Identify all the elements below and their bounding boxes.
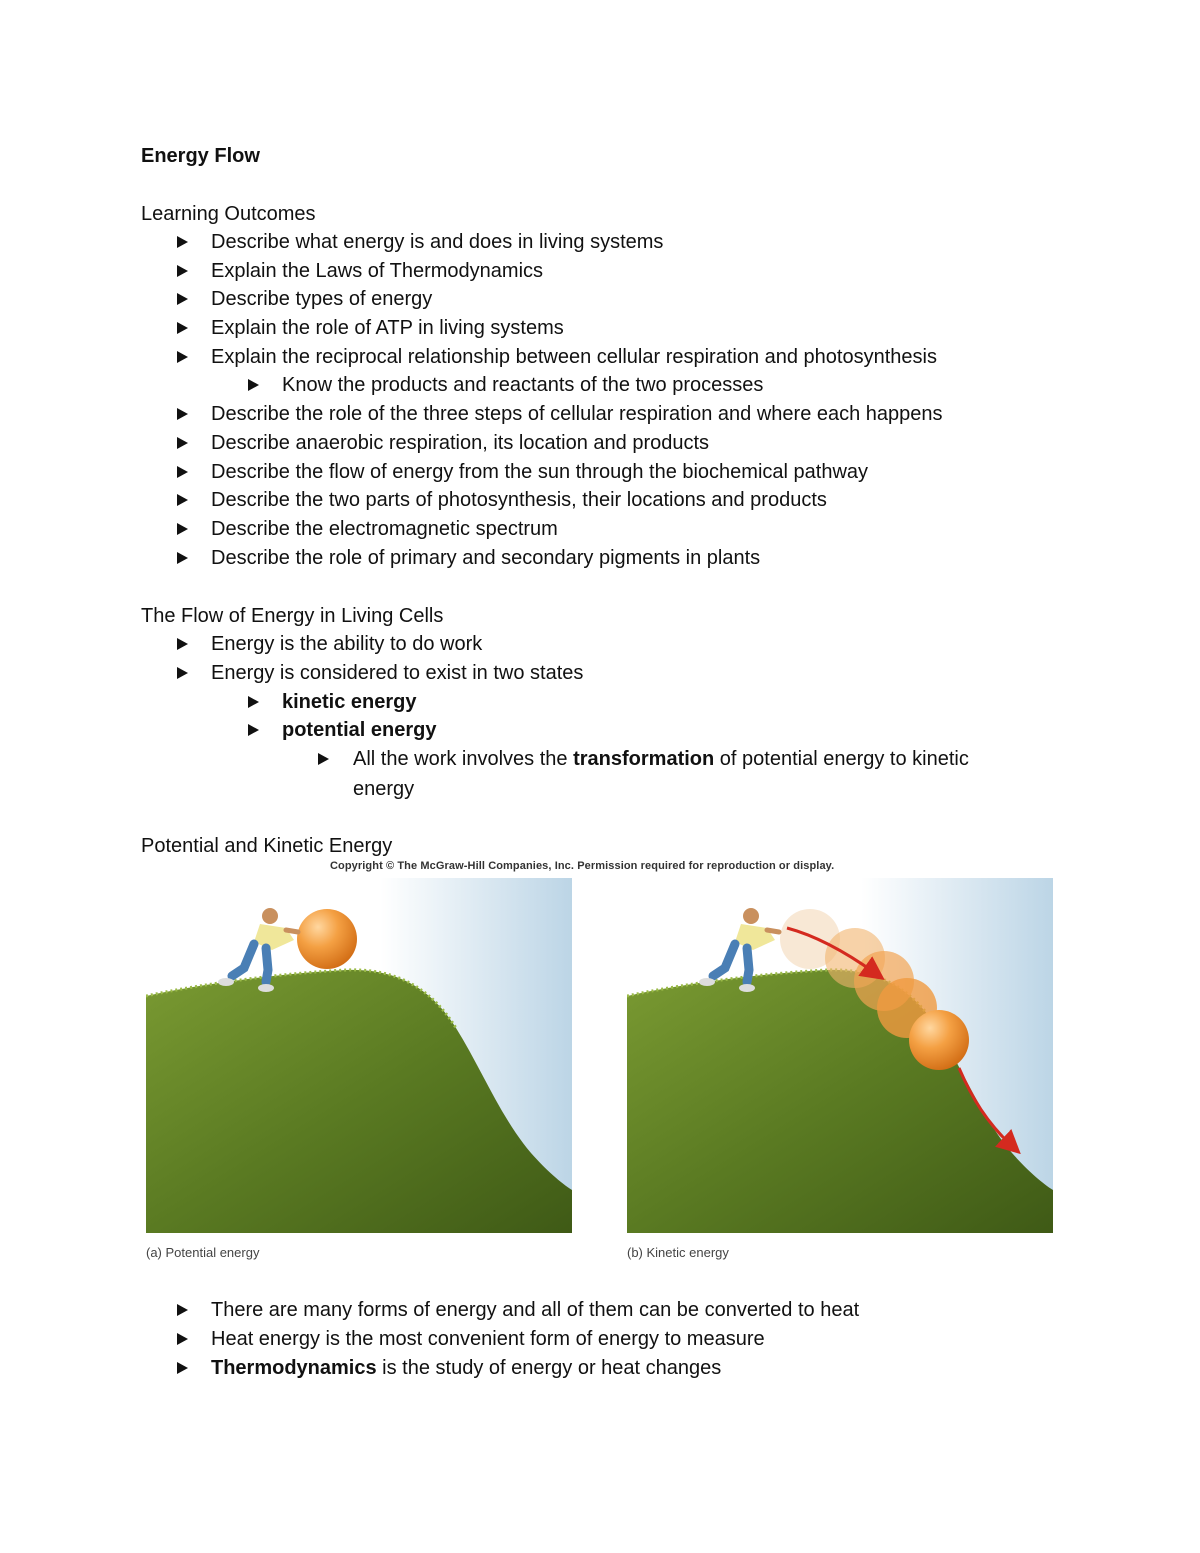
document-title: Energy Flow — [141, 145, 260, 167]
learning-outcomes-heading: Learning Outcomes — [141, 203, 316, 225]
pk-section-heading: Potential and Kinetic Energy — [141, 835, 393, 857]
list-item: Explain the role of ATP in living systems — [211, 317, 564, 339]
list-item: Heat energy is the most convenient form of energy to measure — [211, 1328, 765, 1350]
transformation-sentence — [353, 745, 969, 773]
list-item: Explain the reciprocal relationship between cellular respiration and photosynthesis — [211, 346, 937, 368]
list-item: Describe anaerobic respiration, its location and products — [211, 432, 710, 454]
list-item: There are many forms of energy and all of them can be converted to heat — [211, 1299, 860, 1321]
bullet-icon — [248, 379, 259, 391]
bullet-icon — [177, 466, 188, 478]
sentence-part: All the work involves the — [353, 748, 574, 770]
list-item — [211, 1354, 721, 1382]
list-item: Describe the two parts of photosynthesis, their locations and products — [211, 489, 827, 511]
bullet-icon — [177, 293, 188, 305]
list-item: Know the products and reactants of the two processes — [282, 374, 764, 396]
figure-caption-b: (b) Kinetic energy — [627, 1245, 729, 1260]
bullet-icon — [177, 1362, 188, 1374]
list-item: Describe the role of the three steps of cellular respiration and where each happens — [211, 403, 943, 425]
bullet-icon — [177, 322, 188, 334]
bullet-icon — [177, 494, 188, 506]
list-item: Describe the role of primary and secondary pigments in plants — [211, 547, 761, 569]
kinetic-energy-term: kinetic energy — [282, 691, 417, 713]
list-item: Describe types of energy — [211, 288, 433, 310]
list-item: Energy is the ability to do work — [211, 633, 483, 655]
list-item: Explain the Laws of Thermodynamics — [211, 260, 544, 282]
list-item: Describe what energy is and does in living systems — [211, 231, 664, 253]
thermodynamics-term: Thermodynamics — [211, 1357, 377, 1379]
bullet-icon — [177, 265, 188, 277]
bullet-icon — [177, 523, 188, 535]
flow-section-heading: The Flow of Energy in Living Cells — [141, 605, 444, 627]
list-item: Describe the flow of energy from the sun through the biochemical pathway — [211, 461, 869, 483]
bullet-icon — [177, 437, 188, 449]
list-item: Describe the electromagnetic spectrum — [211, 518, 558, 540]
bullet-icon — [177, 1333, 188, 1345]
bullet-icon — [248, 724, 259, 736]
potential-energy-term: potential energy — [282, 719, 437, 741]
bullet-icon — [177, 351, 188, 363]
transformation-sentence-end: energy — [353, 778, 415, 800]
bullet-icon — [177, 408, 188, 420]
transformation-term: transformation — [573, 748, 715, 770]
bullet-icon — [177, 638, 188, 650]
list-item: Energy is considered to exist in two states — [211, 662, 584, 684]
potential-energy-figure — [146, 878, 572, 1233]
bullet-icon — [177, 552, 188, 564]
bullet-icon — [318, 753, 329, 765]
bullet-icon — [177, 1304, 188, 1316]
sentence-part: of potential energy to kinetic — [714, 748, 969, 770]
sentence-part: is the study of energy or heat changes — [376, 1357, 722, 1379]
kinetic-energy-figure — [627, 878, 1053, 1233]
figure-caption-a: (a) Potential energy — [146, 1245, 260, 1260]
bullet-icon — [248, 696, 259, 708]
bullet-icon — [177, 667, 188, 679]
bullet-icon — [177, 236, 188, 248]
copyright-notice: Copyright © The McGraw-Hill Companies, Inc. Permission required for reproduction or display. — [330, 860, 835, 872]
